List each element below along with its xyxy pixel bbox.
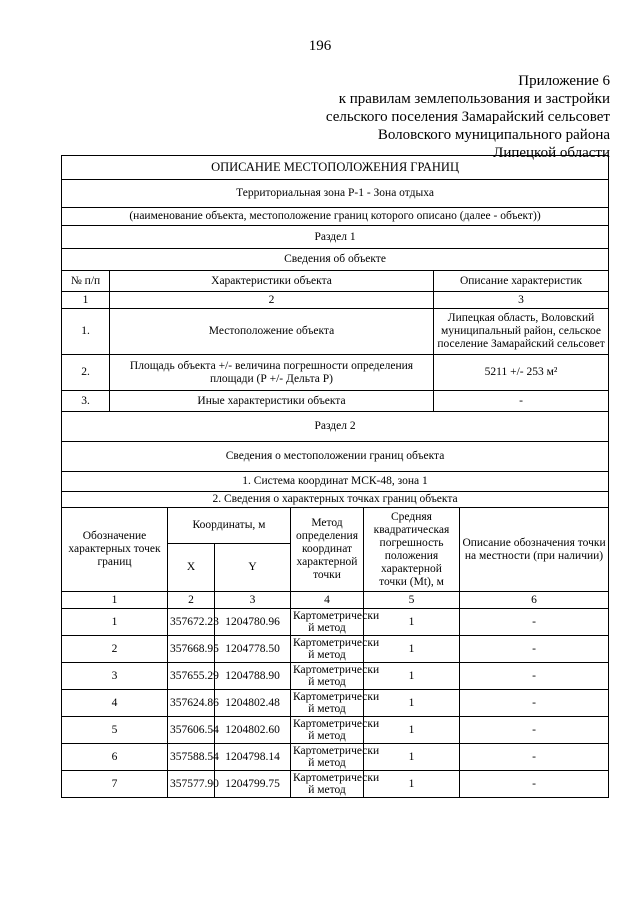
col-number: 5	[364, 592, 460, 609]
point-error: 1	[364, 609, 460, 636]
point-x: 357655.29	[168, 663, 215, 690]
section-1-title: Раздел 1	[62, 226, 609, 249]
point-error: 1	[364, 663, 460, 690]
point-method: Картометрически й метод	[291, 744, 364, 771]
point-x: 357606.54	[168, 717, 215, 744]
table-row	[62, 744, 609, 771]
point-x: 357577.90	[168, 771, 215, 798]
object-note: (наименование объекта, местоположение границ которого описано (далее - объект))	[62, 208, 609, 226]
point-x: 357668.95	[168, 636, 215, 663]
col-number: 1	[62, 292, 110, 309]
point-description: -	[460, 663, 609, 690]
zone-name: Территориальная зона Р-1 - Зона отдыха	[62, 180, 609, 208]
col-header-x: X	[168, 544, 215, 592]
point-error: 1	[364, 636, 460, 663]
point-method: Картометрически й метод	[291, 717, 364, 744]
point-x: 357588.54	[168, 744, 215, 771]
col-header-description: Описание характеристик	[434, 271, 609, 292]
point-x: 357624.86	[168, 690, 215, 717]
point-description: -	[460, 744, 609, 771]
point-method: Картометрически й метод	[291, 771, 364, 798]
row-number: 2.	[62, 355, 110, 391]
characteristic-name: Иные характеристики объекта	[110, 391, 434, 412]
point-y: 1204788.90	[215, 663, 291, 690]
point-error: 1	[364, 771, 460, 798]
appendix-line: Приложение 6	[518, 73, 610, 89]
col-header-point-description: Описание обозначения точки на местности (при наличии)	[460, 508, 609, 592]
appendix-line: Липецкой области	[493, 145, 610, 161]
row-number: 1.	[62, 309, 110, 355]
point-y: 1204802.48	[215, 690, 291, 717]
point-id: 1	[62, 609, 168, 636]
point-y: 1204799.75	[215, 771, 291, 798]
point-method: Картометрически й метод	[291, 636, 364, 663]
point-y: 1204798.14	[215, 744, 291, 771]
document-title: ОПИСАНИЕ МЕСТОПОЛОЖЕНИЯ ГРАНИЦ	[62, 156, 609, 180]
point-description: -	[460, 636, 609, 663]
point-y: 1204778.50	[215, 636, 291, 663]
point-description: -	[460, 690, 609, 717]
table-row	[62, 636, 609, 663]
point-description: -	[460, 717, 609, 744]
point-id: 2	[62, 636, 168, 663]
point-method: Картометрически й метод	[291, 690, 364, 717]
point-id: 4	[62, 690, 168, 717]
col-header-characteristic: Характеристики объекта	[110, 271, 434, 292]
point-id: 3	[62, 663, 168, 690]
point-y: 1204802.60	[215, 717, 291, 744]
col-header-error: Средняя квадратическая погрешность положения характерной точки (Mt), м	[364, 508, 460, 592]
characteristic-value: Липецкая область, Воловский муниципальный район, сельское поселение Замарайский сельсовет	[434, 309, 609, 355]
table-row	[62, 771, 609, 798]
col-number: 2	[110, 292, 434, 309]
characteristic-name: Площадь объекта +/- величина погрешности определения площади (Р +/- Дельта Р)	[110, 355, 434, 391]
col-header-coordinates: Координаты, м	[168, 508, 291, 544]
col-number: 3	[215, 592, 291, 609]
section-2-title: Раздел 2	[62, 412, 609, 442]
appendix-line: Воловского муниципального района	[377, 127, 610, 143]
table-row	[62, 609, 609, 636]
appendix-heading	[326, 72, 610, 162]
point-x: 357672.23	[168, 609, 215, 636]
row-number: 3.	[62, 391, 110, 412]
appendix-line: сельского поселения Замарайский сельсовет	[325, 109, 610, 125]
col-number: 3	[434, 292, 609, 309]
point-method: Картометрически й метод	[291, 609, 364, 636]
characteristic-value: 5211 +/- 253 м²	[434, 355, 609, 391]
point-id: 6	[62, 744, 168, 771]
point-error: 1	[364, 744, 460, 771]
coordinate-system: 1. Система координат МСК-48, зона 1	[62, 472, 609, 492]
point-y: 1204780.96	[215, 609, 291, 636]
point-id: 5	[62, 717, 168, 744]
section-2-subtitle: Сведения о местоположении границ объекта	[62, 442, 609, 472]
page-number: 196	[308, 38, 332, 54]
point-description: -	[460, 609, 609, 636]
point-error: 1	[364, 690, 460, 717]
point-method: Картометрически й метод	[291, 663, 364, 690]
table-row	[62, 663, 609, 690]
col-header-number: № п/п	[62, 271, 110, 292]
col-number: 6	[460, 592, 609, 609]
points-title: 2. Сведения о характерных точках границ объекта	[62, 492, 609, 508]
col-header-designation: Обозначение характерных точек границ	[62, 508, 168, 592]
characteristic-name: Местоположение объекта	[110, 309, 434, 355]
point-description: -	[460, 771, 609, 798]
col-header-y: Y	[215, 544, 291, 592]
point-id: 7	[62, 771, 168, 798]
table-row	[62, 690, 609, 717]
boundary-description-table	[61, 155, 609, 798]
point-error: 1	[364, 717, 460, 744]
table-row	[62, 717, 609, 744]
col-number: 1	[62, 592, 168, 609]
col-number: 2	[168, 592, 215, 609]
characteristic-value: -	[434, 391, 609, 412]
section-1-subtitle: Сведения об объекте	[62, 249, 609, 271]
col-number: 4	[291, 592, 364, 609]
col-header-method: Метод определения координат характерной точки	[291, 508, 364, 592]
appendix-line: к правилам землепользования и застройки	[338, 91, 610, 107]
